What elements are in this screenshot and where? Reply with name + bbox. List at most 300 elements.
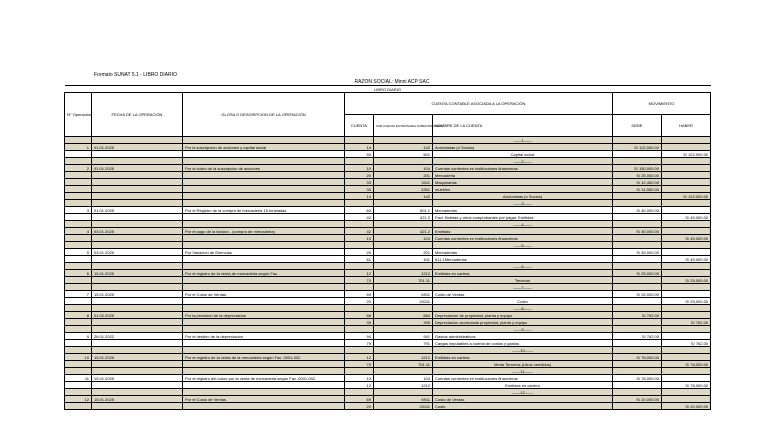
cell-credit: S/ 45,000.00 [662, 235, 711, 242]
cell-op: 7 [65, 291, 92, 298]
cell-account-name: Costo [433, 403, 613, 410]
separator-cell [65, 263, 92, 270]
cell-subaccount: 3351 [374, 186, 433, 193]
separator-mark: ——2—— [433, 158, 613, 165]
cell-credit [662, 228, 711, 235]
cell-date: 15.01.2025 [92, 354, 183, 361]
cell-op [65, 403, 92, 410]
cell-account-name: Capital social [433, 151, 613, 158]
header-linked-account: CUENTA CONTABLE ASOCIADA A LA OPERACIÓN [345, 93, 613, 115]
cell-account: 94 [345, 333, 374, 340]
journal-row [65, 291, 711, 298]
cell-account: 12 [345, 382, 374, 389]
separator-cell [183, 221, 345, 228]
cell-date: 01.01.2025 [92, 144, 183, 151]
separator-cell [662, 368, 711, 375]
separator-cell [65, 368, 92, 375]
separator-cell [183, 200, 345, 207]
cell-credit: S/ 762.00 [662, 319, 711, 326]
cell-date: 15.01.2025 [92, 375, 183, 382]
separator-cell [374, 347, 433, 354]
cell-subaccount: 421.2 [374, 214, 433, 221]
separator-cell [662, 263, 711, 270]
cell-gloss: Por el cobro de la suscripcion de acciones [183, 165, 345, 172]
separator-cell [65, 242, 92, 249]
cell-subaccount: 395 [374, 319, 433, 326]
separator-row [65, 389, 711, 396]
cell-credit [662, 144, 711, 151]
cell-subaccount: 142 [374, 193, 433, 200]
separator-cell [345, 263, 374, 270]
cell-account-name: Cuentas corrientes en instituciones financieras [433, 235, 613, 242]
cell-op [65, 256, 92, 263]
cell-credit [662, 333, 711, 340]
cell-date: 15.01.2025 [92, 396, 183, 403]
book-title-row [65, 86, 711, 93]
cell-gloss [183, 361, 345, 368]
separator-cell [662, 221, 711, 228]
separator-cell [613, 221, 662, 228]
cell-gloss [183, 319, 345, 326]
separator-mark: ——10—— [433, 347, 613, 354]
separator-cell [613, 284, 662, 291]
cell-credit [662, 179, 711, 186]
separator-mark: ——7—— [433, 284, 613, 291]
separator-cell [662, 305, 711, 312]
cell-subaccount: 684 [374, 312, 433, 319]
separator-cell [345, 137, 374, 144]
cell-op [65, 151, 92, 158]
cell-date [92, 382, 183, 389]
cell-account: 33 [345, 186, 374, 193]
cell-account: 10 [345, 235, 374, 242]
separator-row [65, 158, 711, 165]
cell-date [92, 172, 183, 179]
separator-cell [345, 200, 374, 207]
cell-op [65, 361, 92, 368]
journal-row [65, 382, 711, 389]
cell-account: 20 [345, 249, 374, 256]
cell-debit: S/ 122,000.00 [613, 144, 662, 151]
separator-cell [183, 326, 345, 333]
separator-cell [345, 242, 374, 249]
separator-cell [662, 389, 711, 396]
separator-cell [662, 326, 711, 333]
cell-account: 14 [345, 193, 374, 200]
cell-date: 03.01.2025 [92, 249, 183, 256]
cell-debit [613, 340, 662, 347]
cell-op [65, 235, 92, 242]
cell-date [92, 256, 183, 263]
cell-date [92, 340, 183, 347]
cell-gloss: Por el pago de la factura - (compra de mercaderia) [183, 228, 345, 235]
cell-account-name: Depreciacion acumulada propiedad, planta y equipo [433, 319, 613, 326]
header-date: FECHA DE LA OPERACIÓN [92, 93, 183, 137]
separator-cell [345, 347, 374, 354]
cell-account-name: Emitidas en cartera [433, 382, 613, 389]
cell-subaccount: 104 [374, 375, 433, 382]
cell-op [65, 172, 92, 179]
cell-op: 5 [65, 249, 92, 256]
cell-account: 12 [345, 270, 374, 277]
journal-table [64, 85, 711, 410]
separator-cell [374, 389, 433, 396]
journal-body [65, 137, 711, 410]
journal-row [65, 228, 711, 235]
cell-credit: S/ 45,000.00 [662, 256, 711, 263]
cell-account: 70 [345, 277, 374, 284]
cell-gloss: Por la provision de la depreciacion [183, 312, 345, 319]
cell-account-name: Mercaderia [433, 172, 613, 179]
separator-cell [613, 263, 662, 270]
cell-op: 8 [65, 312, 92, 319]
cell-gloss [183, 382, 345, 389]
separator-cell [92, 326, 183, 333]
cell-date [92, 151, 183, 158]
cell-account: 20 [345, 298, 374, 305]
separator-cell [374, 137, 433, 144]
cell-subaccount: 421.2 [374, 228, 433, 235]
cell-gloss [183, 298, 345, 305]
cell-op: 12 [65, 396, 92, 403]
separator-cell [92, 221, 183, 228]
cell-account: 14 [345, 144, 374, 151]
cell-account-name: Emitidas en cartera [433, 270, 613, 277]
cell-subaccount: 142 [374, 144, 433, 151]
separator-mark: ——4—— [433, 221, 613, 228]
cell-op [65, 193, 92, 200]
separator-cell [374, 200, 433, 207]
separator-cell [65, 200, 92, 207]
cell-date: 01.01.2025 [92, 207, 183, 214]
cell-gloss: Por Variacion de Eirencias [183, 249, 345, 256]
cell-debit: S/ 14,550.00 [613, 186, 662, 193]
cell-subaccount: 201 [374, 249, 433, 256]
separator-cell [345, 305, 374, 312]
cell-account-name: Emitidas [433, 228, 613, 235]
cell-subaccount: 941 [374, 333, 433, 340]
cell-credit: S/ 78,000.00 [662, 382, 711, 389]
cell-gloss [183, 172, 345, 179]
cell-account-name: Accionistas (o Socios) [433, 144, 613, 151]
cell-gloss [183, 256, 345, 263]
cell-debit [613, 256, 662, 263]
separator-cell [92, 200, 183, 207]
cell-account: 69 [345, 396, 374, 403]
cell-account: 20 [345, 403, 374, 410]
cell-account-name: Mercaderias [433, 207, 613, 214]
separator-cell [92, 284, 183, 291]
cell-op [65, 382, 92, 389]
journal-row [65, 249, 711, 256]
cell-subaccount: 501 [374, 151, 433, 158]
separator-row [65, 326, 711, 333]
cell-account-name: Cuentas corrientes en instituciones financieras [433, 375, 613, 382]
separator-cell [92, 158, 183, 165]
cell-gloss: Por el destino de la depreciacion [183, 333, 345, 340]
separator-cell [92, 137, 183, 144]
cell-gloss [183, 214, 345, 221]
separator-row [65, 242, 711, 249]
journal-row [65, 403, 711, 410]
journal-row [65, 214, 711, 221]
separator-row [65, 263, 711, 270]
cell-account-name: Maquinarias [433, 179, 613, 186]
separator-mark: ——3—— [433, 200, 613, 207]
separator-row [65, 200, 711, 207]
header-row-1 [65, 93, 711, 115]
cell-account: 42 [345, 228, 374, 235]
cell-gloss [183, 186, 345, 193]
separator-cell [662, 242, 711, 249]
separator-cell [92, 389, 183, 396]
cell-debit [613, 319, 662, 326]
journal-row [65, 235, 711, 242]
journal-row [65, 144, 711, 151]
cell-account-name: Terceros [433, 277, 613, 284]
separator-cell [65, 284, 92, 291]
cell-account: 33 [345, 179, 374, 186]
separator-mark: ——6—— [433, 263, 613, 270]
cell-date [92, 403, 183, 410]
header-movement: MOVIMIENTO [613, 93, 711, 115]
cell-debit: S/ 25,000.00 [613, 172, 662, 179]
cell-op: 1 [65, 144, 92, 151]
journal-row [65, 375, 711, 382]
cell-credit: S/ 25,000.00 [662, 277, 711, 284]
separator-mark: ——11—— [433, 368, 613, 375]
cell-credit [662, 396, 711, 403]
header-debit: DEBE [613, 115, 662, 137]
company-name: RAZON SOCIAL: Minni ACP SAC [354, 79, 430, 85]
cell-subaccount: 791 [374, 340, 433, 347]
cell-debit: S/ 45,000.00 [613, 228, 662, 235]
cell-subaccount: 601.1 [374, 207, 433, 214]
cell-debit [613, 193, 662, 200]
cell-credit [662, 354, 711, 361]
separator-cell [374, 158, 433, 165]
journal-row [65, 277, 711, 284]
separator-cell [662, 284, 711, 291]
cell-debit: S/ 762.00 [613, 312, 662, 319]
cell-op: 9 [65, 333, 92, 340]
cell-credit: S/ 762.00 [662, 340, 711, 347]
separator-cell [183, 347, 345, 354]
journal-row [65, 354, 711, 361]
cell-op [65, 277, 92, 284]
cell-debit: S/ 25,000.00 [613, 270, 662, 277]
cell-credit [662, 291, 711, 298]
journal-row [65, 207, 711, 214]
cell-credit [662, 312, 711, 319]
cell-op: 10 [65, 354, 92, 361]
header-op-num: N° Operación [65, 93, 92, 137]
cell-account: 39 [345, 319, 374, 326]
cell-op [65, 179, 92, 186]
cell-op: 2 [65, 165, 92, 172]
separator-cell [374, 263, 433, 270]
cell-credit [662, 270, 711, 277]
cell-debit: S/ 78,000.00 [613, 354, 662, 361]
cell-account: 70 [345, 361, 374, 368]
cell-op [65, 214, 92, 221]
cell-account: 69 [345, 291, 374, 298]
cell-credit [662, 186, 711, 193]
separator-mark: ——8—— [433, 305, 613, 312]
separator-cell [345, 368, 374, 375]
cell-credit [662, 207, 711, 214]
separator-cell [613, 137, 662, 144]
cell-op: 4 [65, 228, 92, 235]
cell-date: 15.01.2025 [92, 270, 183, 277]
separator-cell [183, 263, 345, 270]
cell-gloss [183, 403, 345, 410]
cell-gloss: Por el Costo de Ventas. [183, 396, 345, 403]
separator-cell [374, 284, 433, 291]
journal-row [65, 186, 711, 193]
cell-credit: S/ 122,000.00 [662, 151, 711, 158]
cell-account-name: Depreciacion de propiedad, planta y equipo [433, 312, 613, 319]
separator-cell [92, 368, 183, 375]
separator-cell [183, 137, 345, 144]
cell-gloss: Por el registro del cobro por la venta de mercaderia según Fac. 0001-002 [183, 375, 345, 382]
cell-account-name: Venta Terceros (Litros vendidos) [433, 361, 613, 368]
cell-date [92, 361, 183, 368]
separator-row [65, 137, 711, 144]
cell-debit: S/ 45,000.00 [613, 249, 662, 256]
cell-date: 01.01.2025 [92, 165, 183, 172]
separator-cell [92, 242, 183, 249]
separator-cell [345, 326, 374, 333]
separator-cell [345, 389, 374, 396]
separator-cell [662, 137, 711, 144]
header-account-name: NOMBRE DE LA CUENTA [433, 115, 613, 137]
header-account: CUENTA [345, 115, 374, 137]
cell-subaccount: 3311 [374, 179, 433, 186]
separator-mark: ——5—— [433, 242, 613, 249]
cell-account-name: Gastos administrativos [433, 333, 613, 340]
separator-cell [183, 368, 345, 375]
cell-gloss [183, 235, 345, 242]
cell-subaccount: 201 [374, 172, 433, 179]
separator-cell [65, 137, 92, 144]
cell-credit: S/ 25,000.00 [662, 298, 711, 305]
journal-row [65, 361, 711, 368]
journal-row [65, 151, 711, 158]
cell-subaccount: 1212 [374, 270, 433, 277]
separator-cell [183, 305, 345, 312]
header-subaccount: SUB CUENTA DIVISIONARIA SUBDIVISIONARIA [374, 115, 433, 137]
cell-subaccount: 20111 [374, 298, 433, 305]
separator-row [65, 368, 711, 375]
cell-subaccount: 20111 [374, 403, 433, 410]
cell-date [92, 277, 183, 284]
separator-cell [92, 263, 183, 270]
cell-date: 15.01.2025 [92, 291, 183, 298]
separator-mark: ——1—— [433, 137, 613, 144]
cell-debit: S/ 762.00 [613, 333, 662, 340]
separator-cell [183, 242, 345, 249]
cell-debit [613, 298, 662, 305]
cell-subaccount: 104 [374, 165, 433, 172]
separator-cell [613, 389, 662, 396]
separator-cell [183, 158, 345, 165]
cell-debit [613, 361, 662, 368]
separator-cell [374, 305, 433, 312]
cell-date [92, 319, 183, 326]
cell-credit: S/ 20,000.00 [662, 403, 711, 410]
cell-date [92, 298, 183, 305]
cell-credit [662, 172, 711, 179]
cell-account: 20 [345, 172, 374, 179]
cell-subaccount: 701.11 [374, 277, 433, 284]
cell-account-name: Fact. Boletas y otros comprobantes por pagar. Emitidas [433, 214, 613, 221]
cell-debit: S/ 12,450.00 [613, 179, 662, 186]
separator-row [65, 305, 711, 312]
separator-mark: ——12—— [433, 389, 613, 396]
cell-subaccount: 701.11 [374, 361, 433, 368]
cell-debit [613, 403, 662, 410]
form-label: Formato SUNAT 5.1 - LIBRO DIARIO [94, 72, 177, 78]
journal-row [65, 270, 711, 277]
cell-date [92, 214, 183, 221]
cell-gloss [183, 340, 345, 347]
separator-cell [662, 158, 711, 165]
cell-debit [613, 151, 662, 158]
separator-cell [662, 200, 711, 207]
cell-op [65, 340, 92, 347]
cell-account-name: Emitidas en cartera [433, 354, 613, 361]
cell-account: 12 [345, 354, 374, 361]
separator-cell [65, 305, 92, 312]
cell-credit: S/ 78,000.00 [662, 361, 711, 368]
separator-cell [374, 368, 433, 375]
cell-debit [613, 277, 662, 284]
cell-account-name: Accionistas (o Socios) [433, 193, 613, 200]
cell-op: 11 [65, 375, 92, 382]
cell-subaccount: 104 [374, 235, 433, 242]
cell-debit [613, 214, 662, 221]
cell-gloss [183, 179, 345, 186]
cell-date [92, 235, 183, 242]
cell-debit: S/ 78,000.00 [613, 375, 662, 382]
separator-cell [613, 200, 662, 207]
separator-cell [374, 242, 433, 249]
cell-op [65, 319, 92, 326]
cell-account-name: muebles [433, 186, 613, 193]
separator-cell [613, 368, 662, 375]
separator-mark: ——9—— [433, 326, 613, 333]
cell-date [92, 193, 183, 200]
separator-cell [65, 158, 92, 165]
separator-cell [374, 326, 433, 333]
separator-cell [92, 305, 183, 312]
cell-account-name: Costo de Ventas [433, 396, 613, 403]
separator-cell [613, 158, 662, 165]
separator-cell [374, 221, 433, 228]
separator-cell [65, 389, 92, 396]
cell-date: 03.01.2025 [92, 228, 183, 235]
cell-account: 10 [345, 165, 374, 172]
journal-row [65, 396, 711, 403]
cell-gloss [183, 151, 345, 158]
cell-op [65, 298, 92, 305]
cell-subaccount: 1212 [374, 382, 433, 389]
cell-debit [613, 235, 662, 242]
cell-subaccount: 1212 [374, 354, 433, 361]
cell-date: 01.02.2025 [92, 312, 183, 319]
cell-account: 61 [345, 256, 374, 263]
